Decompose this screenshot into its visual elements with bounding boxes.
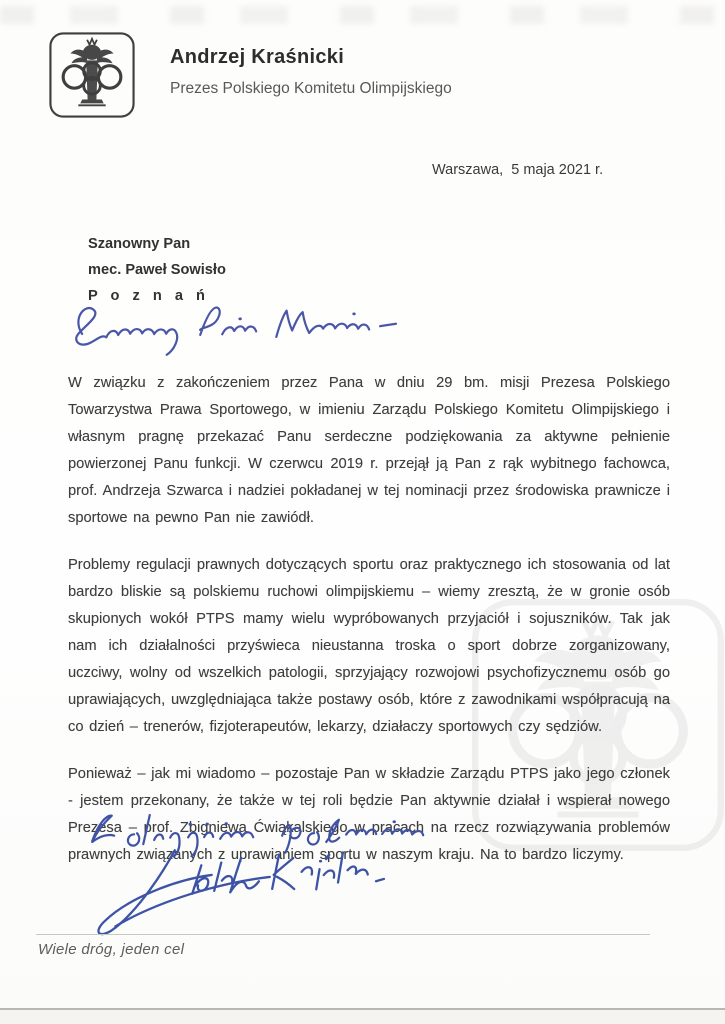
- paragraph-3: Ponieważ – jak mi wiadomo – pozostaje Pan w składzie Zarządu PTPS jako jego członek - jestem przekonany, że także w tej roli będzie Pan aktywnie działał i wspierał nowego Prezesa – prof. Zbigniewa Ćwiąkalskiego w pracach na rzecz rozwiązywania problemów prawnych związanych z uprawianiem sportu w naszym kraju. Na to bardzo liczymy.: [68, 766, 670, 863]
- sender-title: Prezes Polskiego Komitetu Olimpijskiego: [170, 80, 452, 97]
- scan-artifact-bottom-area: [0, 1010, 725, 1024]
- paragraph-1: W związku z zakończeniem przez Pana w dniu 29 bm. misji Prezesa Polskiego Towarzystwa Prawa Sportowego, w imieniu Zarządu Polskiego Komitetu Olimpijskiego i własnym pragnę przekazać Panu serdeczne podziękowania za aktywne pełnienie powierzonej Panu funkcji. W czerwcu 2019 r. przejął ją Pan z rąk wybitnego fachowca, prof. Andrzeja Szwarca i nadziei pokładanej w tej nominacji przez środowiska prawnicze i sportowe na pewno Pan nie zawiódł.: [68, 375, 670, 526]
- footer-divider: [36, 934, 650, 935]
- handwritten-signature: [82, 829, 395, 940]
- handwritten-greeting: [63, 290, 405, 363]
- scan-artifact-top: [0, 6, 725, 24]
- sender-name: Andrzej Kraśnicki: [170, 46, 345, 68]
- recipient-salutation: Szanowny Pan: [88, 236, 191, 252]
- olympic-emblem-logo-icon: [48, 30, 136, 120]
- recipient-city: P o z n a ń: [88, 288, 210, 304]
- recipient-name: mec. Paweł Sowisło: [88, 262, 226, 278]
- paragraph-2: Problemy regulacji prawnych dotyczących sportu oraz praktycznego ich stosowania od lat bardzo bliskie są polskiemu ruchowi olimpijskiemu – wiemy zresztą, że w gronie osób skupionych wokół PTPS mamy wielu wypróbowanych przyjaciół i sojuszników. Tak jak nam ich działalności przyświeca nieustanna troska o sport dobrze zorganizowany, uczciwy, wolny od wszelkich patologii, sprzyjający rozwojowi psychofizycznemu osób go uprawiających, uwzględniająca także postawy osób, które z zawodnikami współpracują na co dzień – trenerów, fizjoterapeutów, lekarzy, działaczy sportowych czy sędziów.: [68, 557, 670, 735]
- footer-motto: Wiele dróg, jeden cel: [38, 941, 185, 958]
- dateline: Warszawa, 5 maja 2021 r.: [432, 162, 604, 178]
